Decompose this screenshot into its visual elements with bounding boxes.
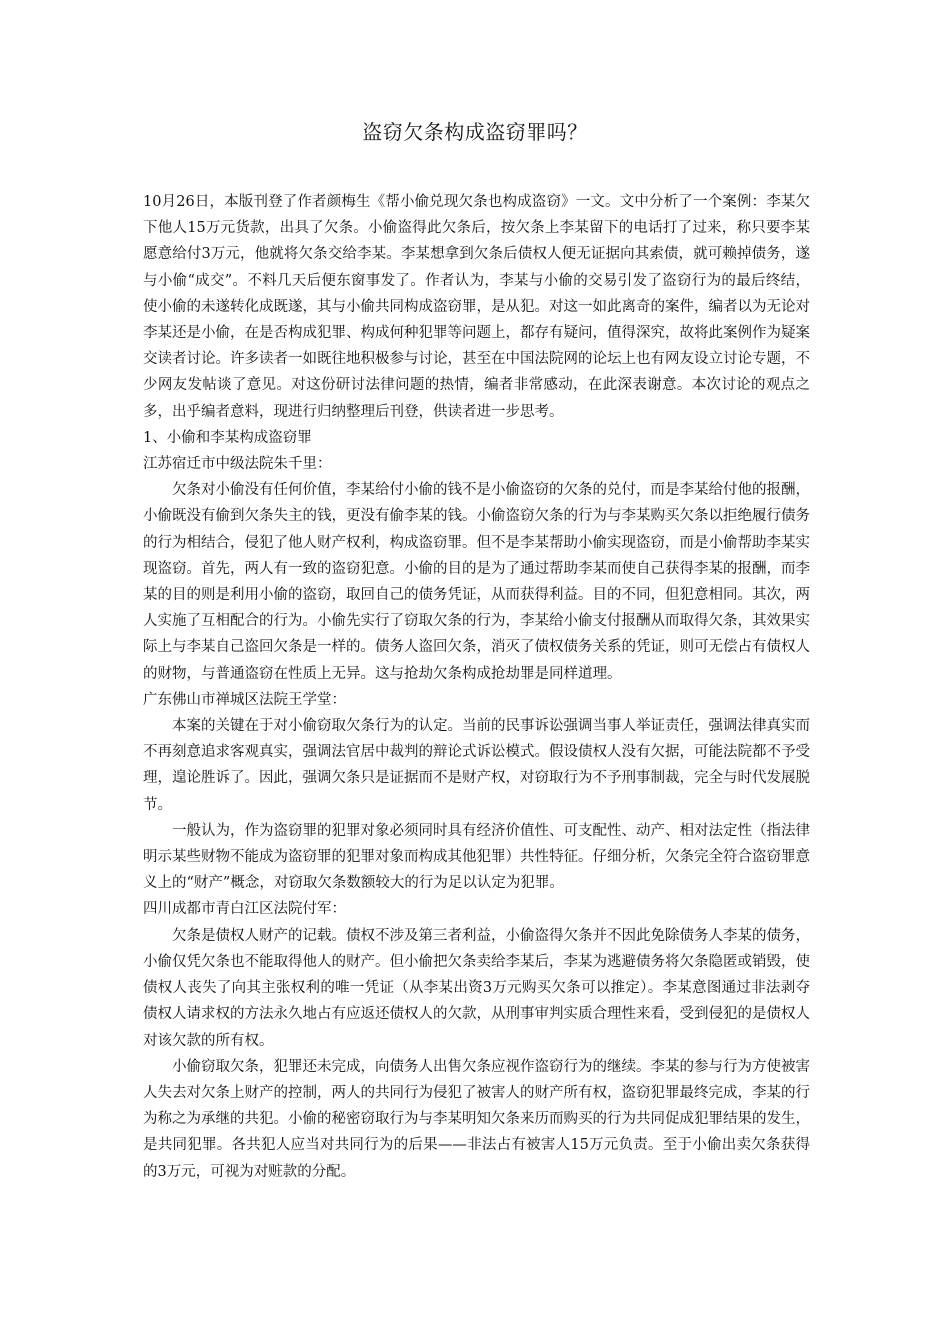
document-body <box>143 189 810 1185</box>
intro-paragraph: 10月26日，本版刊登了作者颜梅生《帮小偷兑现欠条也构成盗窃》一文。文中分析了一个案例：李某欠下他人15万元货款，出具了欠条。小偷盗得此欠条后，按欠条上李某留下的电话打了过来，称只要李某愿意给付3万元，他就将欠条交给李某。李某想拿到欠条后债权人便无证据向其索债，就可赖掉债务，遂与小偷“成交”。不料几天后便东窗事发了。作者认为，李某与小偷的交易引发了盗窃行为的最后终结，使小偷的未遂转化成既遂，其与小偷共同构成盗窃罪，是从犯。对这一如此离奇的案件，编者以为无论对李某还是小偷，在是否构成犯罪、构成何种犯罪等问题上，都存有疑问，值得深究，故将此案例作为疑案交读者讨论。许多读者一如既往地积极参与讨论，甚至在中国法院网的论坛上也有网友设立讨论专题，不少网友发帖谈了意见。对这份研讨法律问题的热情，编者非常感动，在此深表谢意。本次讨论的观点之多，出乎编者意料，现进行归纳整理后刊登，供读者进一步思考。 <box>143 194 810 420</box>
body-paragraph: 欠条对小偷没有任何价值，李某给付小偷的钱不是小偷盗窃的欠条的兑付，而是李某给付他的报酬，小偷既没有偷到欠条失主的钱，更没有偷李某的钱。小偷盗窃欠条的行为与李某购买欠条以拒绝履行债务的行为相结合，侵犯了他人财产权利，构成盗窃罪。但不是李某帮助小偷实现盗窃，而是小偷帮助李某实现盗窃。首先，两人有一致的盗窃犯意。小偷的目的是为了通过帮助李某而使自己获得李某的报酬，而李某的目的则是利用小偷的盗窃，取回自己的债务凭证，从而获得利益。目的不同，但犯意相同。其次，两人实施了互相配合的行为。小偷先实行了窃取欠条的行为，李某给小偷支付报酬从而取得欠条，其效果实际上与李某自己盗回欠条是一样的。债务人盗回欠条，消灭了债权债务关系的凭证，则可无偿占有债权人的财物，与普通盗窃在性质上无异。这与抢劫欠条构成抢劫罪是同样道理。 <box>143 482 810 682</box>
body-paragraph: 本案的关键在于对小偷窃取欠条行为的认定。当前的民事诉讼强调当事人举证责任，强调法律真实而不再刻意追求客观真实，强调法官居中裁判的辩论式诉讼模式。假设债权人没有欠据，可能法院都不予受理，遑论胜诉了。因此，强调欠条只是证据而不是财产权，对窃取行为不予刑事制裁，完全与时代发展脱节。 <box>143 718 810 813</box>
body-paragraph: 欠条是债权人财产的记载。债权不涉及第三者利益，小偷盗得欠条并不因此免除债务人李某的债务，小偷仅凭欠条也不能取得他人的财产。但小偷把欠条卖给李某后，李某为逃避债务将欠条隐匿或销毁，使债权人丧失了向其主张权利的唯一凭证（从李某出资3万元购买欠条可以推定）。李某意图通过非法剥夺债权人请求权的方法永久地占有应返还债权人的欠款，从刑事审判实质合理性来看，受到侵犯的是债权人对该欠款的所有权。 <box>143 927 810 1049</box>
commentator-name: 广东佛山市禅城区法院王学堂： <box>143 691 346 708</box>
commentator-name: 江苏宿迁市中级法院朱千里： <box>143 456 332 473</box>
section-heading: 1、小偷和李某构成盗窃罪 <box>143 429 312 446</box>
body-paragraph: 一般认为，作为盗窃罪的犯罪对象必须同时具有经济价值性、可支配性、动产、相对法定性（指法律明示某些财物不能成为盗窃罪的犯罪对象而构成其他犯罪）共性特征。仔细分析，欠条完全符合盗窃罪意义上的“财产”概念，对窃取欠条数额较大的行为足以认定为犯罪。 <box>143 822 810 892</box>
commentator-name: 四川成都市青白江区法院付军： <box>143 901 346 918</box>
document-title: 盗窃欠条构成盗窃罪吗？ <box>362 120 588 144</box>
body-paragraph: 小偷窃取欠条，犯罪还未完成，向债务人出售欠条应视作盗窃行为的继续。李某的参与行为方使被害人失去对欠条上财产的控制，两人的共同行为侵犯了被害人的财产所有权，盗窃犯罪最终完成，李某的行为称之为承继的共犯。小偷的秘密窃取行为与李某明知欠条来历而购买的行为共同促成犯罪结果的发生，是共同犯罪。各共犯人应当对共同行为的后果——非法占有被害人15万元负责。至于小偷出卖欠条获得的3万元，可视为对赃款的分配。 <box>143 1058 810 1180</box>
